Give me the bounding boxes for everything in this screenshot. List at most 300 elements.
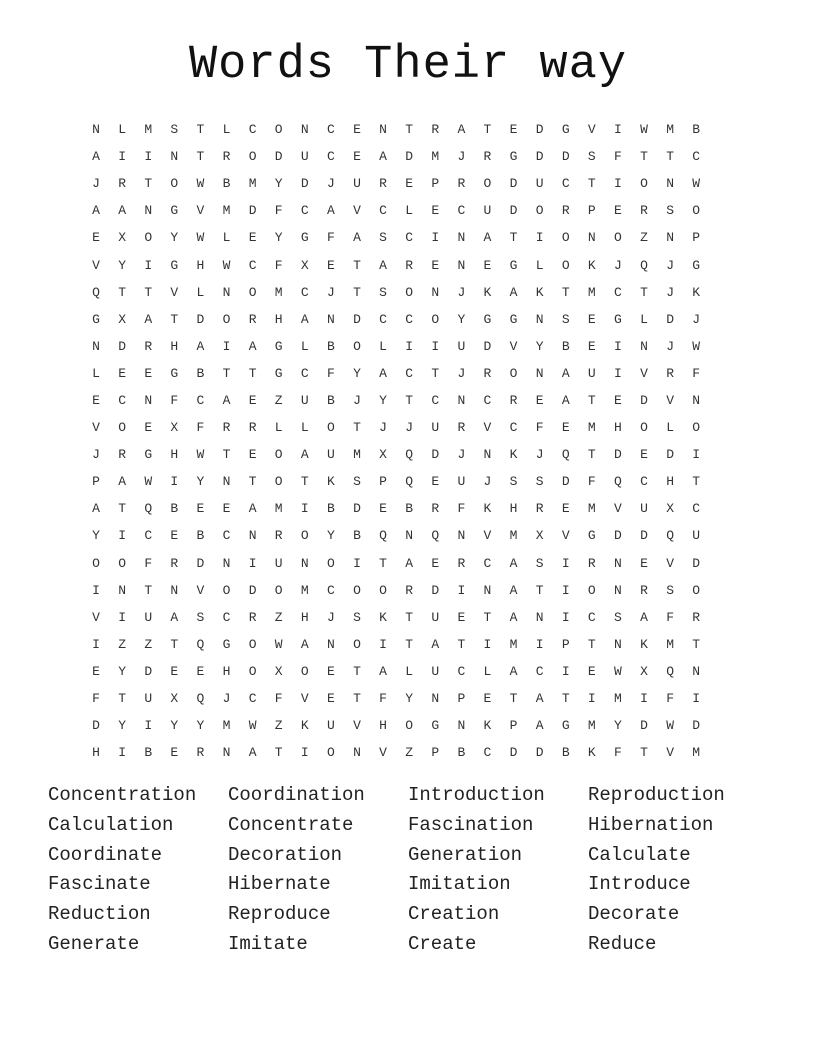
grid-letter: F <box>144 555 153 571</box>
grid-letter: B <box>326 392 335 408</box>
grid-letter: T <box>405 122 414 138</box>
grid-letter: N <box>587 230 596 246</box>
grid-letter: B <box>222 176 231 192</box>
grid-letter: Y <box>196 718 205 734</box>
grid-letter: D <box>274 149 283 165</box>
grid-letter: O <box>248 663 257 679</box>
grid-letter: S <box>509 474 518 490</box>
grid-letter: I <box>587 691 596 707</box>
grid-letter: S <box>170 122 179 138</box>
grid-row <box>83 279 736 306</box>
grid-letter: O <box>248 284 257 300</box>
grid-letter: S <box>614 609 622 625</box>
grid-letter: F <box>666 691 675 707</box>
grid-letter: V <box>92 257 100 273</box>
grid-letter: T <box>587 636 596 652</box>
word-bank-item: Fascinate <box>48 873 151 896</box>
grid-row <box>83 604 736 631</box>
grid-letter: F <box>692 365 701 381</box>
grid-letter: B <box>561 338 570 354</box>
grid-letter: D <box>300 176 309 192</box>
grid-letter: G <box>561 718 570 734</box>
grid-letter: O <box>431 311 440 327</box>
grid-letter: F <box>614 149 622 165</box>
grid-letter: J <box>379 420 387 436</box>
grid-letter: P <box>587 203 596 219</box>
grid-letter: Y <box>118 663 127 679</box>
grid-letter: R <box>457 420 466 436</box>
grid-letter: W <box>614 663 622 679</box>
word-bank-item: Reduce <box>588 932 657 955</box>
grid-letter: E <box>326 691 335 707</box>
grid-letter: G <box>300 230 309 246</box>
grid-letter: T <box>431 365 440 381</box>
grid-letter: O <box>92 555 100 571</box>
grid-letter: S <box>379 230 387 246</box>
grid-letter: R <box>640 203 648 219</box>
grid-letter: I <box>92 636 100 652</box>
grid-letter: X <box>274 663 283 679</box>
grid-letter: U <box>483 203 492 219</box>
word-bank-item: Imitation <box>408 873 511 896</box>
grid-letter: M <box>222 718 231 734</box>
grid-letter: Q <box>144 501 153 517</box>
grid-letter: I <box>614 338 622 354</box>
grid-letter: E <box>431 257 440 273</box>
grid-letter: A <box>248 745 257 761</box>
grid-letter: N <box>614 582 622 598</box>
grid-letter: N <box>535 609 544 625</box>
grid-letter: U <box>144 691 153 707</box>
grid-letter: E <box>587 663 596 679</box>
grid-letter: O <box>274 447 283 463</box>
grid-letter: K <box>326 474 335 490</box>
grid-letter: E <box>587 311 596 327</box>
word-bank-item: Reproduction <box>588 784 725 806</box>
grid-letter: E <box>379 501 387 517</box>
grid-letter: N <box>666 230 675 246</box>
grid-letter: D <box>509 176 518 192</box>
grid-letter: D <box>92 718 100 734</box>
grid-letter: T <box>274 745 283 761</box>
grid-letter: T <box>483 122 492 138</box>
grid-letter: W <box>196 230 205 246</box>
grid-letter: V <box>666 555 675 571</box>
grid-letter: X <box>379 447 387 463</box>
grid-letter: C <box>405 230 414 246</box>
grid-letter: D <box>535 745 544 761</box>
grid-letter: B <box>326 501 335 517</box>
grid-letter: T <box>170 311 179 327</box>
grid-letter: U <box>300 392 309 408</box>
grid-letter: I <box>535 230 544 246</box>
grid-letter: F <box>92 691 100 707</box>
grid-letter: K <box>483 284 492 300</box>
grid-letter: E <box>170 745 179 761</box>
grid-letter: E <box>170 663 179 679</box>
grid-letter: T <box>144 582 153 598</box>
grid-letter: V <box>587 122 596 138</box>
grid-letter: X <box>535 528 544 544</box>
grid-letter: N <box>640 338 648 354</box>
word-bank-item: Concentration <box>48 784 197 806</box>
grid-letter: N <box>431 691 440 707</box>
grid-letter: P <box>509 718 518 734</box>
grid-letter: I <box>561 609 570 625</box>
grid-letter: D <box>692 718 701 734</box>
grid-letter: N <box>326 636 335 652</box>
grid-letter: O <box>353 636 361 652</box>
grid-letter: O <box>692 203 701 219</box>
grid-letter: B <box>405 501 414 517</box>
grid-letter: M <box>222 203 231 219</box>
grid-letter: J <box>326 609 335 625</box>
grid-letter: O <box>379 582 387 598</box>
grid-letter: A <box>222 392 231 408</box>
grid-letter: S <box>666 203 675 219</box>
grid-letter: B <box>144 745 153 761</box>
grid-letter: Q <box>614 474 622 490</box>
word-bank-item: Generate <box>48 932 140 955</box>
grid-letter: M <box>248 176 257 192</box>
grid-letter: E <box>587 338 596 354</box>
grid-letter: A <box>483 230 492 246</box>
grid-letter: K <box>509 447 518 463</box>
grid-letter: Q <box>92 284 100 300</box>
grid-letter: K <box>535 284 544 300</box>
grid-letter: S <box>379 284 387 300</box>
grid-row <box>83 441 736 468</box>
grid-letter: C <box>587 609 596 625</box>
grid-letter: T <box>118 284 127 300</box>
grid-letter: Y <box>353 365 361 381</box>
grid-letter: N <box>222 284 231 300</box>
grid-letter: Q <box>196 636 205 652</box>
grid-row <box>83 577 736 604</box>
grid-letter: N <box>222 474 231 490</box>
grid-letter: C <box>300 203 309 219</box>
grid-letter: Y <box>405 691 414 707</box>
grid-letter: A <box>535 718 544 734</box>
page-title: Words Their way <box>188 39 628 92</box>
grid-letter: J <box>92 176 100 192</box>
grid-row <box>83 333 736 360</box>
grid-letter: A <box>300 636 309 652</box>
grid-letter: L <box>640 311 648 327</box>
grid-letter: J <box>666 338 675 354</box>
grid-letter: F <box>614 745 622 761</box>
grid-letter: D <box>248 582 257 598</box>
grid-letter: I <box>144 257 153 273</box>
grid-letter: R <box>405 582 414 598</box>
grid-letter: I <box>92 582 100 598</box>
grid-letter: D <box>431 447 440 463</box>
grid-letter: O <box>614 230 622 246</box>
grid-letter: X <box>170 420 179 436</box>
grid-letter: T <box>587 176 596 192</box>
grid-letter: T <box>561 691 570 707</box>
grid-letter: N <box>483 447 492 463</box>
grid-letter: C <box>326 122 335 138</box>
grid-letter: F <box>326 365 335 381</box>
grid-letter: T <box>144 176 153 192</box>
grid-letter: N <box>300 122 309 138</box>
grid-letter: D <box>692 555 701 571</box>
word-bank-item: Coordinate <box>48 843 163 866</box>
grid-letter: V <box>353 718 361 734</box>
grid-letter: Z <box>405 745 414 761</box>
grid-letter: R <box>431 122 440 138</box>
grid-letter: A <box>196 338 205 354</box>
grid-letter: B <box>196 365 205 381</box>
grid-letter: C <box>457 203 466 219</box>
grid-letter: S <box>353 474 361 490</box>
word-bank-item: Introduce <box>588 873 691 896</box>
grid-letter: O <box>561 257 570 273</box>
grid-letter: W <box>640 122 648 138</box>
word-bank-item: Creation <box>408 903 500 926</box>
grid-letter: O <box>405 284 414 300</box>
grid-letter: G <box>431 718 440 734</box>
grid-letter: O <box>692 582 701 598</box>
grid-letter: W <box>692 176 701 192</box>
grid-letter: K <box>587 257 596 273</box>
grid-letter: M <box>666 636 675 652</box>
grid-letter: I <box>431 230 440 246</box>
grid-letter: N <box>300 555 309 571</box>
grid-letter: I <box>457 582 466 598</box>
grid-letter: N <box>92 338 100 354</box>
grid-letter: L <box>405 203 414 219</box>
grid-letter: J <box>535 447 544 463</box>
grid-letter: O <box>248 149 257 165</box>
grid-letter: A <box>353 230 361 246</box>
grid-letter: D <box>118 338 127 354</box>
grid-letter: J <box>326 176 335 192</box>
grid-letter: H <box>92 745 100 761</box>
grid-letter: O <box>405 718 414 734</box>
grid-letter: D <box>248 203 257 219</box>
grid-letter: W <box>144 474 153 490</box>
grid-letter: I <box>483 636 492 652</box>
grid-letter: E <box>196 663 205 679</box>
grid-letter: L <box>196 284 205 300</box>
grid-letter: Q <box>666 663 675 679</box>
grid-letter: O <box>535 203 544 219</box>
grid-letter: T <box>300 474 309 490</box>
grid-letter: A <box>379 663 387 679</box>
grid-letter: P <box>431 176 440 192</box>
word-search-grid <box>83 116 736 766</box>
grid-letter: E <box>144 420 153 436</box>
grid-letter: J <box>457 365 466 381</box>
grid-letter: T <box>509 230 518 246</box>
grid-letter: I <box>222 338 231 354</box>
grid-letter: Y <box>535 338 544 354</box>
grid-letter: Q <box>666 528 675 544</box>
grid-letter: L <box>300 338 309 354</box>
grid-letter: P <box>457 691 466 707</box>
grid-letter: C <box>692 149 701 165</box>
grid-letter: T <box>248 474 257 490</box>
grid-letter: C <box>457 663 466 679</box>
grid-letter: F <box>587 474 596 490</box>
grid-letter: A <box>431 636 440 652</box>
grid-letter: R <box>640 582 648 598</box>
word-bank-item: Calculation <box>48 813 174 836</box>
grid-letter: U <box>144 609 153 625</box>
grid-letter: J <box>353 392 361 408</box>
grid-letter: P <box>692 230 701 246</box>
grid-letter: T <box>640 745 648 761</box>
grid-letter: T <box>509 691 518 707</box>
grid-letter: O <box>326 745 335 761</box>
grid-letter: F <box>535 420 544 436</box>
grid-letter: I <box>431 338 440 354</box>
grid-letter: R <box>457 555 466 571</box>
grid-letter: J <box>222 691 231 707</box>
grid-letter: C <box>222 609 231 625</box>
grid-letter: V <box>483 528 492 544</box>
word-bank-item: Fascination <box>408 813 534 836</box>
grid-letter: S <box>353 609 361 625</box>
grid-letter: R <box>666 365 675 381</box>
grid-letter: U <box>326 718 335 734</box>
grid-letter: T <box>640 284 648 300</box>
word-bank-item: Reproduce <box>228 903 331 926</box>
grid-letter: N <box>614 636 622 652</box>
grid-letter: D <box>535 122 544 138</box>
grid-letter: G <box>222 636 231 652</box>
grid-letter: D <box>144 663 153 679</box>
grid-letter: E <box>431 203 440 219</box>
grid-letter: T <box>483 609 492 625</box>
grid-letter: J <box>457 447 466 463</box>
grid-row <box>83 739 736 766</box>
grid-letter: V <box>561 528 570 544</box>
grid-letter: Y <box>170 718 179 734</box>
word-bank-item: Decorate <box>588 903 680 926</box>
grid-letter: D <box>353 501 361 517</box>
grid-letter: X <box>666 501 675 517</box>
grid-letter: T <box>692 636 701 652</box>
grid-letter: U <box>457 338 466 354</box>
grid-letter: Y <box>274 230 283 246</box>
grid-letter: N <box>144 203 153 219</box>
grid-letter: I <box>118 745 127 761</box>
grid-letter: A <box>379 365 387 381</box>
grid-letter: K <box>587 745 596 761</box>
grid-letter: U <box>431 609 440 625</box>
grid-letter: X <box>118 230 127 246</box>
grid-letter: O <box>274 582 283 598</box>
grid-letter: T <box>353 284 361 300</box>
grid-letter: M <box>353 447 361 463</box>
grid-letter: T <box>379 555 387 571</box>
grid-letter: D <box>509 203 518 219</box>
grid-letter: L <box>666 420 675 436</box>
grid-row <box>83 306 736 333</box>
grid-letter: B <box>196 528 205 544</box>
grid-letter: K <box>692 284 701 300</box>
grid-letter: A <box>118 203 127 219</box>
grid-letter: C <box>144 528 153 544</box>
grid-letter: H <box>379 718 387 734</box>
grid-letter: A <box>379 257 387 273</box>
grid-letter: P <box>92 474 100 490</box>
grid-letter: D <box>640 392 648 408</box>
grid-letter: Y <box>326 528 335 544</box>
grid-letter: E <box>405 176 414 192</box>
word-bank-item: Create <box>408 932 477 955</box>
grid-letter: R <box>118 176 127 192</box>
grid-letter: V <box>353 203 361 219</box>
grid-letter: E <box>640 447 648 463</box>
grid-letter: L <box>118 122 127 138</box>
grid-row <box>83 360 736 387</box>
grid-row <box>83 631 736 658</box>
grid-letter: F <box>274 691 283 707</box>
grid-letter: C <box>561 176 570 192</box>
grid-letter: O <box>118 555 127 571</box>
grid-letter: Y <box>379 392 387 408</box>
grid-letter: J <box>666 257 675 273</box>
word-bank-item: Coordination <box>228 784 365 806</box>
grid-letter: I <box>118 528 127 544</box>
grid-letter: Z <box>274 718 283 734</box>
grid-row <box>83 116 736 143</box>
grid-row <box>83 251 736 278</box>
grid-letter: M <box>509 528 518 544</box>
grid-letter: N <box>457 230 466 246</box>
grid-letter: C <box>483 745 492 761</box>
grid-letter: P <box>431 745 440 761</box>
grid-letter: E <box>326 663 335 679</box>
grid-row <box>83 224 736 251</box>
grid-letter: N <box>483 582 492 598</box>
grid-letter: J <box>326 284 335 300</box>
grid-letter: A <box>300 311 309 327</box>
grid-letter: I <box>300 745 309 761</box>
grid-letter: H <box>170 338 179 354</box>
grid-letter: D <box>483 338 492 354</box>
grid-letter: O <box>692 420 701 436</box>
grid-letter: C <box>509 420 518 436</box>
grid-letter: C <box>379 203 387 219</box>
grid-letter: D <box>561 149 570 165</box>
grid-letter: T <box>587 447 596 463</box>
grid-letter: H <box>509 501 518 517</box>
grid-letter: Y <box>457 311 466 327</box>
grid-letter: C <box>300 284 309 300</box>
grid-letter: J <box>692 311 701 327</box>
grid-letter: K <box>640 636 648 652</box>
grid-letter: E <box>535 392 544 408</box>
word-bank <box>48 781 788 960</box>
grid-letter: R <box>483 365 492 381</box>
grid-letter: K <box>483 501 492 517</box>
grid-letter: T <box>353 420 361 436</box>
grid-letter: A <box>92 203 100 219</box>
grid-letter: M <box>587 501 596 517</box>
grid-letter: T <box>457 636 466 652</box>
grid-letter: T <box>666 149 675 165</box>
grid-letter: A <box>405 555 414 571</box>
grid-row <box>83 658 736 685</box>
grid-letter: J <box>457 284 466 300</box>
grid-letter: Q <box>561 447 570 463</box>
grid-letter: R <box>587 555 596 571</box>
